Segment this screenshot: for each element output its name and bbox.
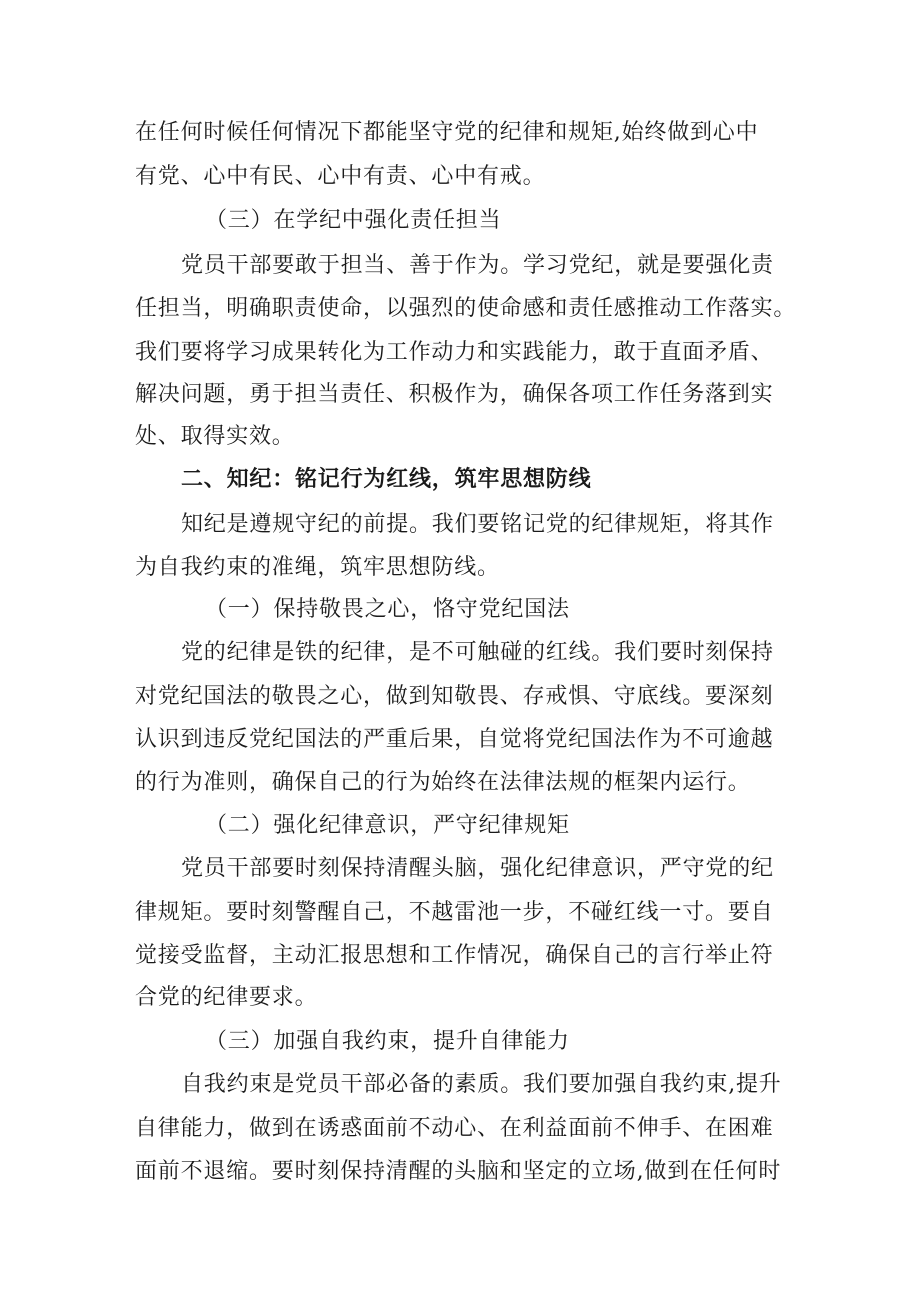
paragraph-line: 对党纪国法的敬畏之心，做到知敬畏、存戒惧、守底线。要深刻: [135, 684, 774, 709]
paragraph-line: 自律能力，做到在诱惑面前不动心、在利益面前不伸手、在困难: [135, 1116, 774, 1141]
paragraph-line: 面前不退缩。要时刻保持清醒的头脑和坚定的立场,做到在任何时: [135, 1159, 782, 1184]
paragraph-line: 有党、心中有民、心中有责、心中有戒。: [135, 164, 546, 189]
paragraph-line: 解决问题，勇于担当责任、积极作为，确保各项工作任务落到实: [135, 382, 774, 407]
paragraph-line: 我们要将学习成果转化为工作动力和实践能力，敢于直面矛盾、: [135, 340, 774, 365]
paragraph-line: 为自我约束的准绳，筑牢思想防线。: [135, 555, 500, 580]
paragraph-line: 党员干部要敢于担当、善于作为。学习党纪，就是要强化责: [181, 253, 774, 278]
section-subheading: （三）加强自我约束，提升自律能力: [205, 1029, 570, 1054]
paragraph-line: 党员干部要时刻保持清醒头脑，强化纪律意识，严守党的纪: [181, 856, 774, 881]
paragraph-line: 的行为准则，确保自己的行为始终在法律法规的框架内运行。: [135, 770, 751, 795]
section-subheading: （一）保持敬畏之心，恪守党纪国法: [205, 597, 570, 622]
paragraph-line: 觉接受监督，主动汇报思想和工作情况，确保自己的言行举止符: [135, 943, 774, 968]
paragraph-line: 处、取得实效。: [135, 424, 295, 449]
paragraph-line: 知纪是遵规守纪的前提。我们要铭记党的纪律规矩，将其作: [181, 512, 774, 537]
paragraph-line: 党的纪律是铁的纪律，是不可触碰的红线。我们要时刻保持: [181, 640, 774, 665]
section-subheading: （二）强化纪律意识，严守纪律规矩: [205, 813, 570, 838]
section-heading: 二、知纪：铭记行为红线，筑牢思想防线: [181, 467, 592, 492]
paragraph-line: 认识到违反党纪国法的严重后果，自觉将党纪国法作为不可逾越: [135, 727, 774, 752]
section-subheading: （三）在学纪中强化责任担当: [205, 208, 502, 233]
paragraph-line: 合党的纪律要求。: [135, 985, 318, 1010]
paragraph-line: 自我约束是党员干部必备的素质。我们要加强自我约束,提升: [181, 1072, 782, 1097]
paragraph-line: 任担当，明确职责使命，以强烈的使命感和责任感推动工作落实。: [135, 296, 797, 321]
paragraph-line: 在任何时候任何情况下都能坚守党的纪律和规矩,始终做到心中: [135, 120, 759, 145]
paragraph-line: 律规矩。要时刻警醒自己，不越雷池一步，不碰红线一寸。要自: [135, 900, 774, 925]
